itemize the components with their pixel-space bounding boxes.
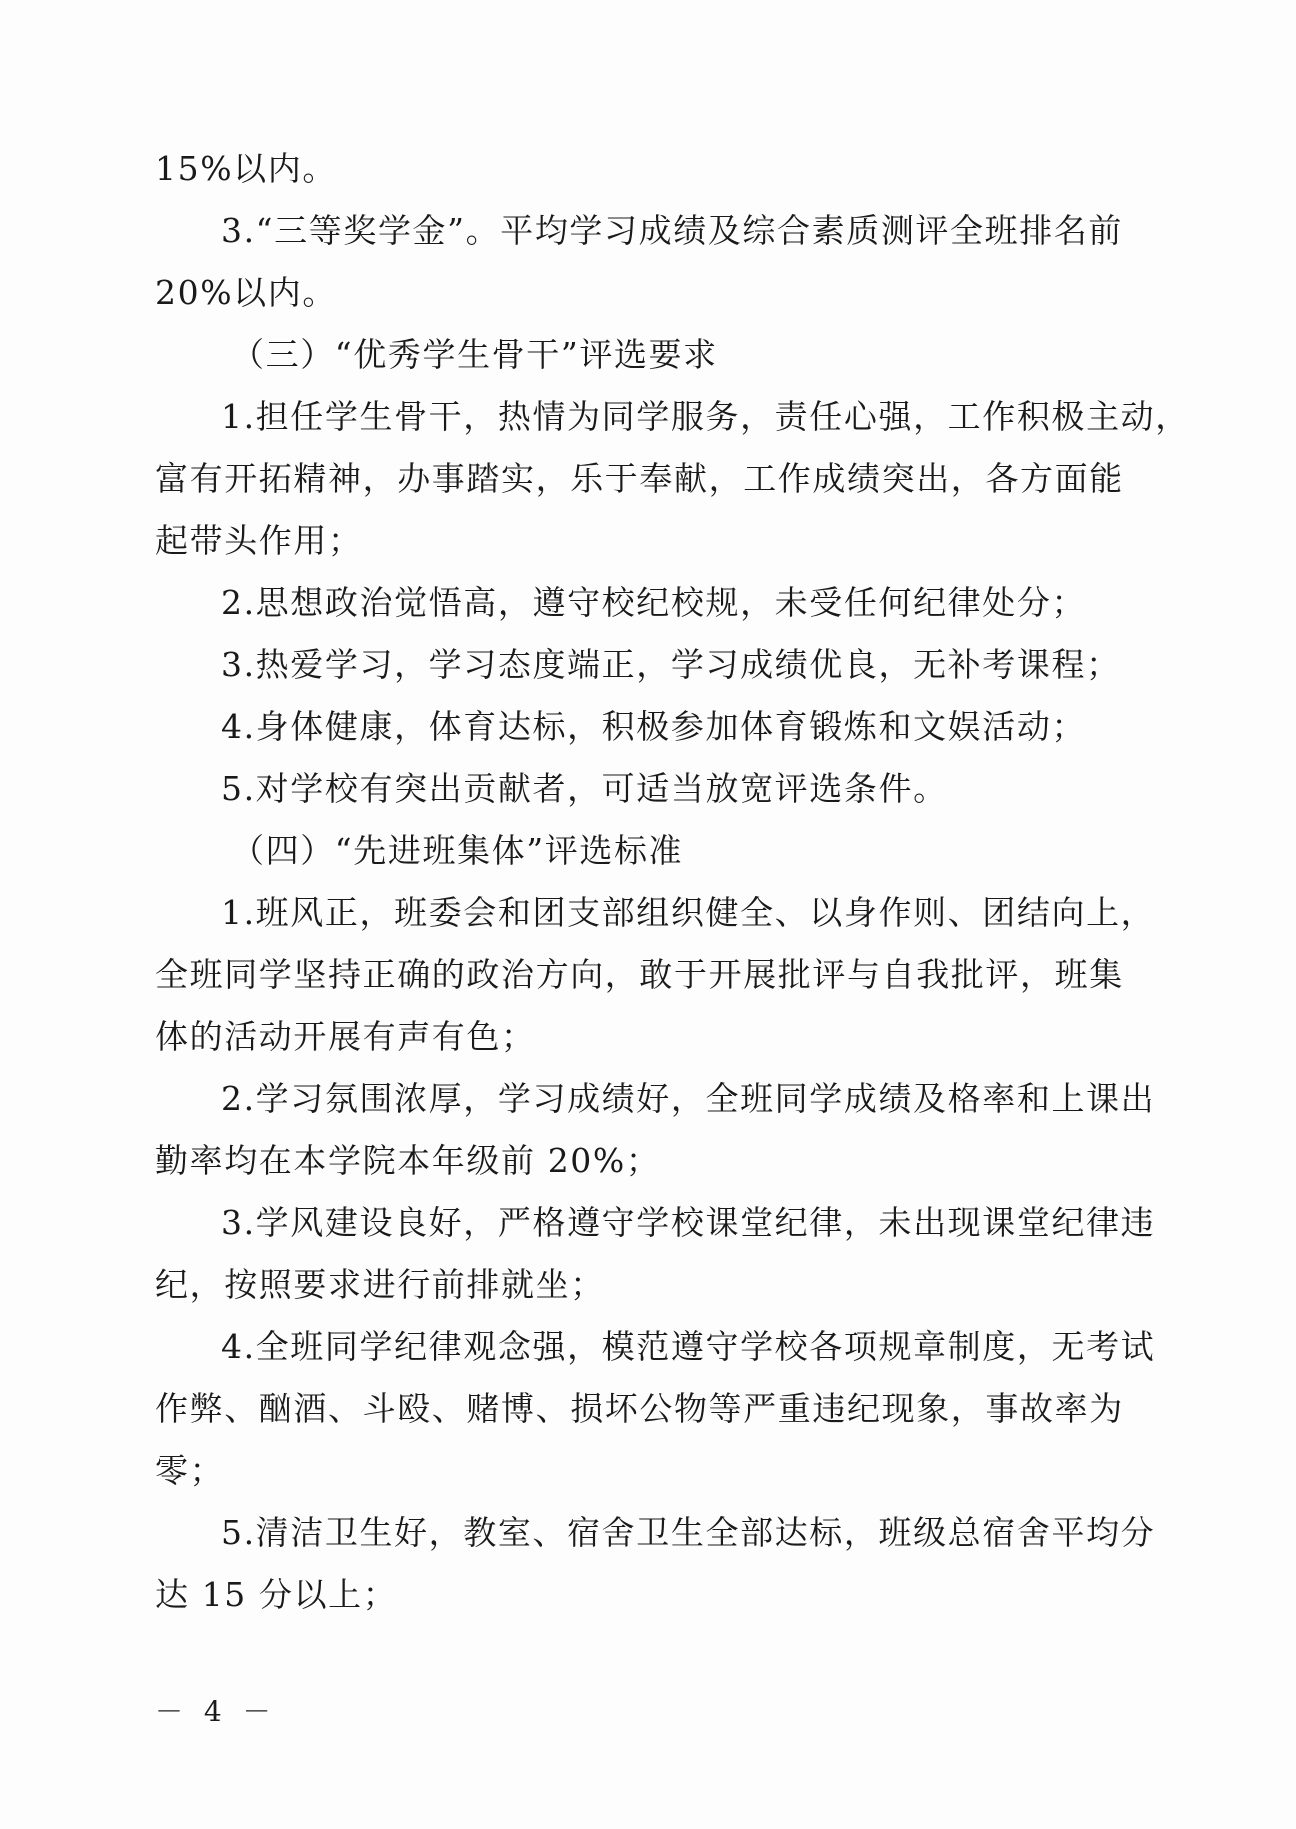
section-heading: （四）“先进班集体”评选标准: [231, 831, 684, 870]
text-line: 3.热爱学习，学习态度端正，学习成绩优良，无补考课程；: [221, 645, 1121, 684]
document-body: [155, 138, 1190, 1626]
text-line: 纪，按照要求进行前排就坐；: [155, 1265, 605, 1304]
text-line: 15%以内。: [155, 149, 337, 188]
text-line: 5.清洁卫生好，教室、宿舍卫生全部达标，班级总宿舍平均分: [221, 1513, 1156, 1552]
text-line: 4.全班同学纪律观念强，模范遵守学校各项规章制度，无考试: [221, 1327, 1156, 1366]
text-line: 20%以内。: [155, 273, 337, 312]
text-line: 3.学风建设良好，严格遵守学校课堂纪律，未出现课堂纪律违: [221, 1203, 1156, 1242]
text-line: 3.“三等奖学金”。平均学习成绩及综合素质测评全班排名前: [221, 211, 1124, 250]
text-line: 勤率均在本学院本年级前 20%；: [155, 1141, 661, 1180]
text-line: 零；: [155, 1451, 225, 1490]
text-line: 1.担任学生骨干，热情为同学服务，责任心强，工作积极主动，: [221, 397, 1190, 436]
text-line: 全班同学坚持正确的政治方向，敢于开展批评与自我批评，班集: [155, 955, 1124, 994]
text-line: 起带头作用；: [155, 521, 363, 560]
text-line: 体的活动开展有声有色；: [155, 1017, 536, 1056]
text-line: 富有开拓精神，办事踏实，乐于奉献，工作成绩突出，各方面能: [155, 459, 1124, 498]
section-heading: （三）“优秀学生骨干”评选要求: [231, 335, 718, 374]
text-line: 5.对学校有突出贡献者，可适当放宽评选条件。: [221, 769, 948, 808]
text-line: 达 15 分以上；: [155, 1575, 398, 1614]
text-line: 4.身体健康，体育达标，积极参加体育锻炼和文娱活动；: [221, 707, 1087, 746]
text-line: 2.思想政治觉悟高，遵守校纪校规，未受任何纪律处分；: [221, 583, 1087, 622]
text-line: 作弊、酗酒、斗殴、赌博、损坏公物等严重违纪现象，事故率为: [155, 1389, 1124, 1428]
text-line: 2.学习氛围浓厚，学习成绩好，全班同学成绩及格率和上课出: [221, 1079, 1156, 1118]
text-line: 1.班风正，班委会和团支部组织健全、以身作则、团结向上，: [221, 893, 1156, 932]
page-number: － 4 －: [155, 1695, 277, 1728]
